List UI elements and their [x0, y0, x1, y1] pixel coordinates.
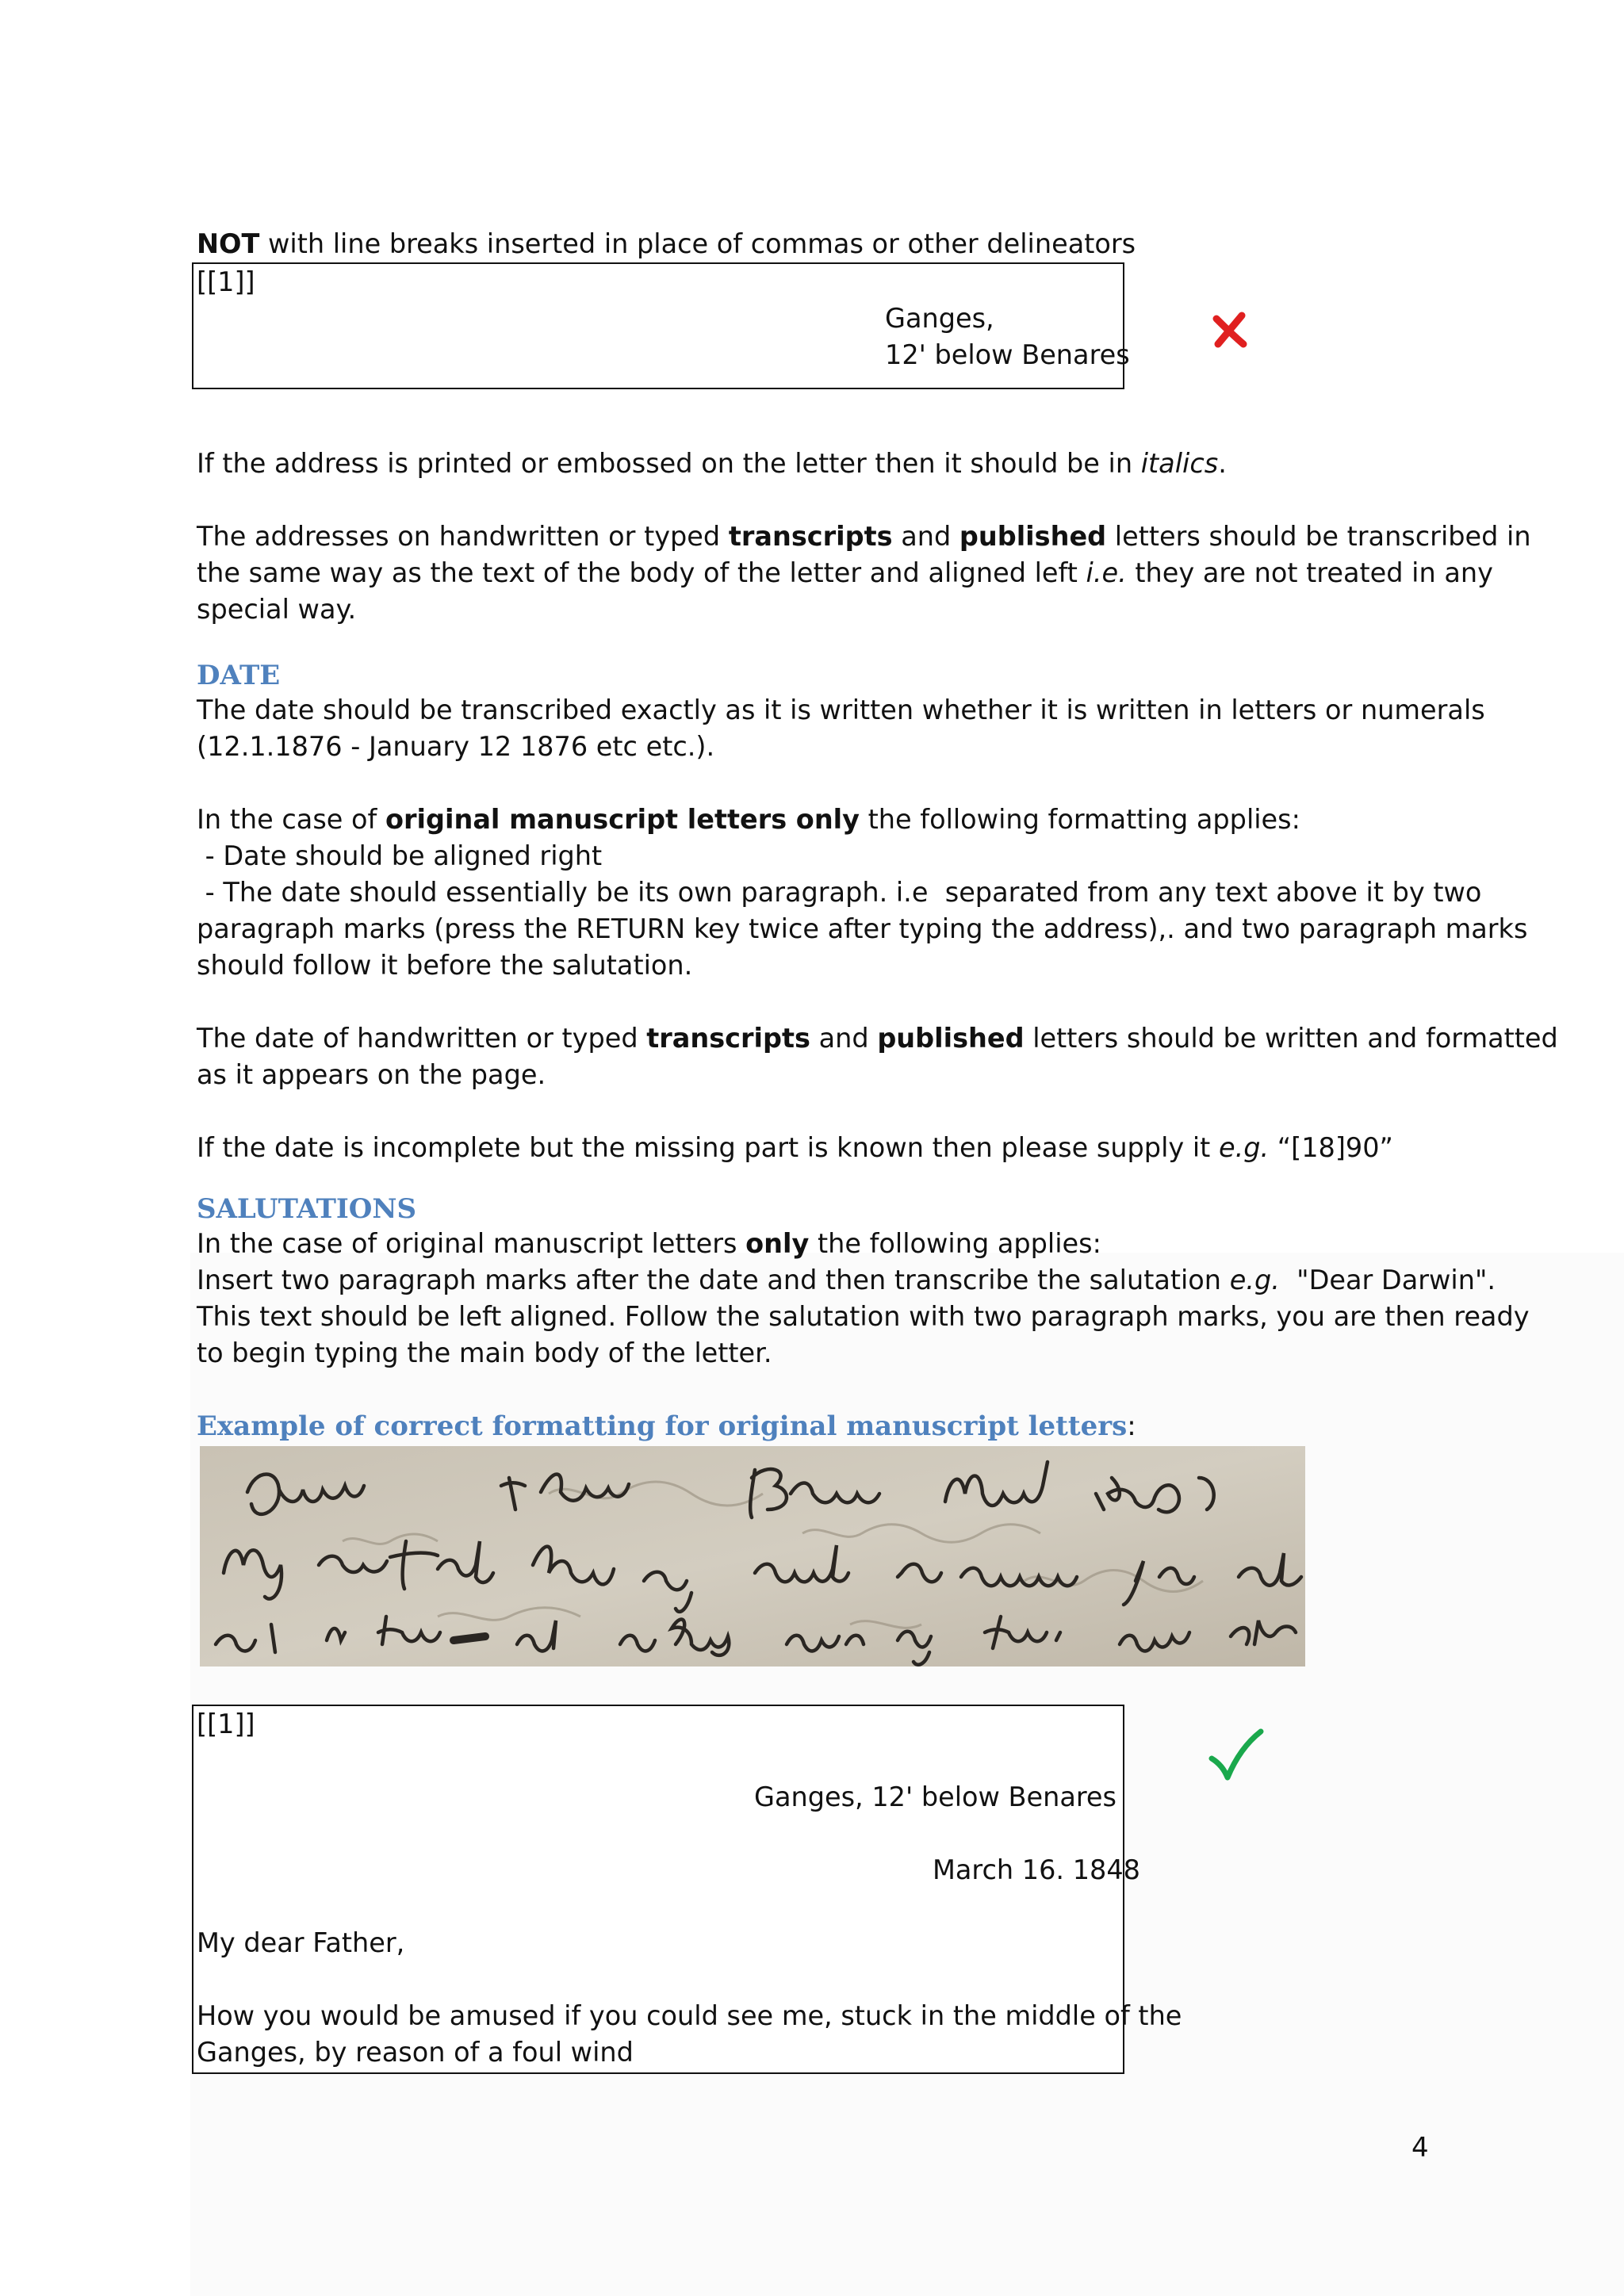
address-line-2: 12' below Benares: [885, 339, 1130, 370]
date-bullet-2: - The date should essentially be its own paragraph. i.e separated from any text above it by two: [197, 877, 1482, 908]
example-heading: Example of correct formatting for original manuscript letters:: [197, 1410, 1136, 1442]
date-para-1-line-2: (12.1.1876 - January 12 1876 etc etc.).: [197, 731, 715, 762]
wrong-example-intro: NOT with line breaks inserted in place of commas or other delineators: [197, 228, 1136, 259]
date-para-3-line-2: as it appears on the page.: [197, 1059, 546, 1090]
date-para-3-line-1: The date of handwritten or typed transcripts and published letters should be written and formatted: [197, 1023, 1558, 1054]
page-tag: [[1]]: [197, 1709, 255, 1739]
date-line: March 16. 1848: [933, 1854, 1140, 1885]
date-bullet-2-line-3: should follow it before the salutation.: [197, 950, 693, 981]
salutations-line-1: In the case of original manuscript letters only the following applies:: [197, 1228, 1101, 1259]
address-line-1: Ganges,: [885, 303, 994, 334]
date-para-1-line-1: The date should be transcribed exactly as it is written whether it is written in letters or numerals: [197, 695, 1485, 725]
salutations-line-3: This text should be left aligned. Follow the salutation with two paragraph marks, you are then ready: [197, 1301, 1530, 1332]
date-bullet-2-line-2: paragraph marks (press the RETURN key twice after typing the address),. and two paragraph marks: [197, 913, 1528, 944]
date-bullet-1: - Date should be aligned right: [197, 840, 603, 871]
transcripts-paragraph-line-2: the same way as the text of the body of the letter and aligned left i.e. they are not treated in any: [197, 557, 1493, 588]
salutation-line: My dear Father,: [197, 1927, 405, 1958]
cross-icon: [1210, 311, 1250, 350]
italics-paragraph: If the address is printed or embossed on the letter then it should be in italics.: [197, 448, 1227, 479]
date-para-4: If the date is incomplete but the missing part is known then please supply it e.g. “[18]90”: [197, 1132, 1393, 1163]
salutations-heading: SALUTATIONS: [197, 1193, 417, 1225]
date-para-2: In the case of original manuscript letters only the following formatting applies:: [197, 804, 1300, 835]
page-tag: [[1]]: [197, 266, 255, 297]
manuscript-letter-image: [200, 1446, 1305, 1667]
body-line-2: Ganges, by reason of a foul wind: [197, 2037, 634, 2068]
salutations-line-2: Insert two paragraph marks after the date and then transcribe the salutation e.g. "Dear Darwin".: [197, 1265, 1496, 1295]
page-number: 4: [1411, 2132, 1429, 2164]
wrong-example-box: [192, 262, 1130, 389]
check-icon: [1208, 1728, 1264, 1784]
date-heading: DATE: [197, 660, 281, 691]
address-line: Ganges, 12' below Benares: [753, 1781, 1116, 1812]
body-line-1: How you would be amused if you could see me, stuck in the middle of the: [197, 2000, 1182, 2031]
transcripts-paragraph-line-3: special way.: [197, 594, 357, 625]
salutations-line-4: to begin typing the main body of the letter.: [197, 1337, 772, 1368]
correct-example-box: [192, 1705, 1182, 2074]
transcripts-paragraph-line-1: The addresses on handwritten or typed transcripts and published letters should be transcribed in: [197, 521, 1531, 552]
